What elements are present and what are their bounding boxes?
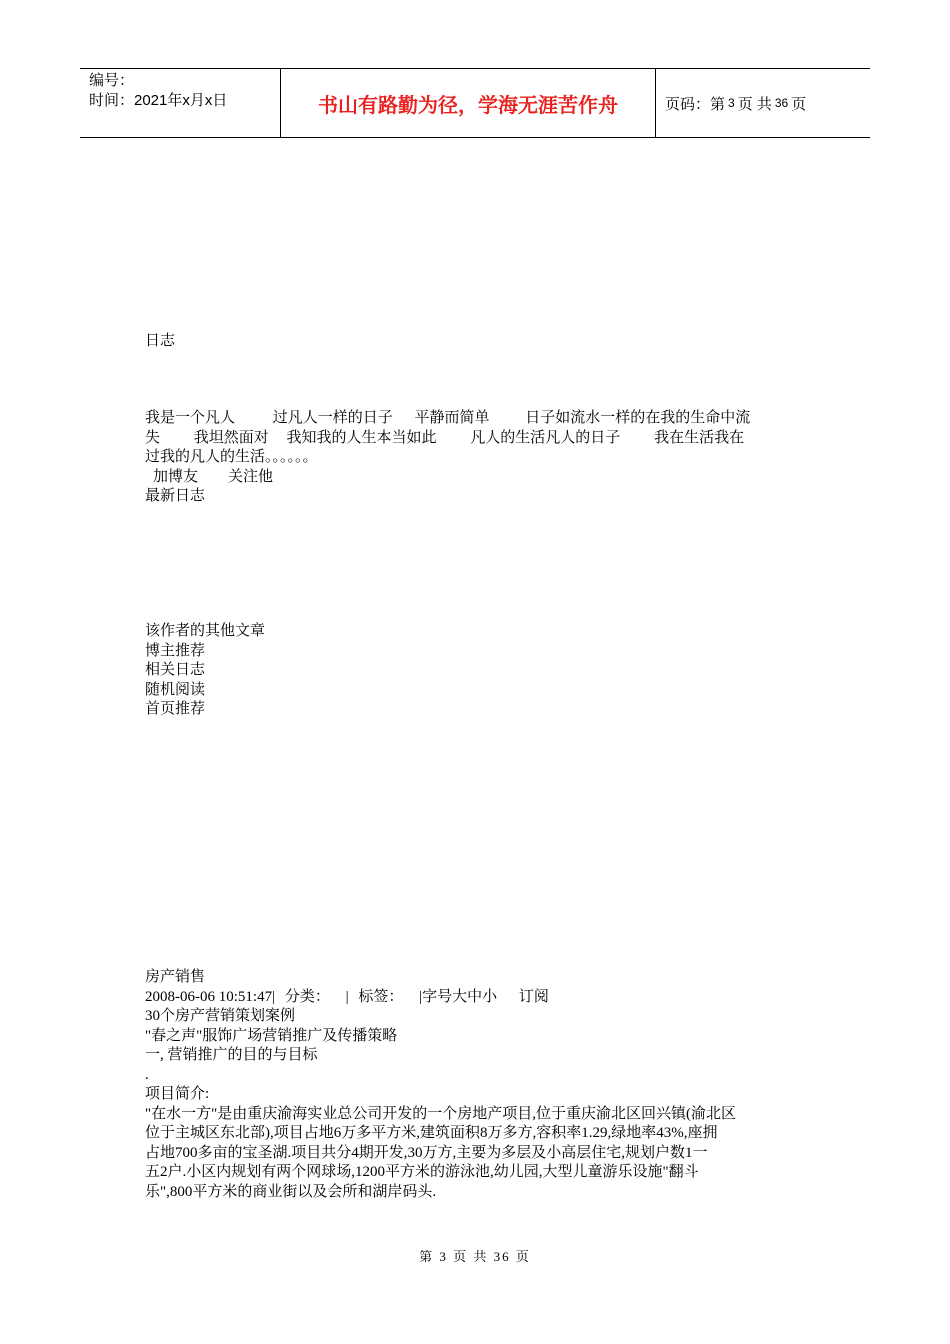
intro-line: 我是一个凡人 过凡人一样的日子 平静而简单 日子如流水一样的在我的生命中流 (145, 410, 751, 426)
page-mid: 页 共 (737, 95, 772, 113)
link-blogger-recommend[interactable]: 博主推荐 (145, 642, 206, 659)
article-line: 30个房产营销策划案例 (145, 1008, 296, 1024)
article-line: . (145, 1066, 149, 1083)
article-line: 项目简介: (145, 1086, 210, 1102)
page-suffix: 页 (791, 95, 807, 113)
blog-title-text: 日志 (145, 333, 176, 349)
blog-title (145, 332, 810, 352)
blog-links (145, 622, 810, 720)
category-label: 分类： (284, 988, 330, 1005)
subscribe-link[interactable]: 订阅 (518, 988, 549, 1005)
article (145, 968, 810, 1202)
article-line: "春之声"服饰广场营销推广及传播策略 (145, 1027, 398, 1044)
link-author-other[interactable]: 该作者的其他文章 (145, 623, 266, 639)
add-friend-link[interactable]: 加博友 (153, 468, 199, 485)
link-home-recommend[interactable]: 首页推荐 (145, 701, 206, 717)
latest-posts-heading: 最新日志 (145, 488, 206, 504)
article-paragraph: "在水一方"是由重庆渝海实业总公司开发的一个房地产项目,位于重庆渝北区回兴镇(渝北区 位于主城区东北部),项目占地6万多平方米,建筑面积8万多方,容积率1.29,绿地率43%,座拥 占地700多亩的宝圣湖.项目共分4期开发,30万方,主要为多层及小高层住宅,规划户数1一 五2户.小区内规划有两个网球场,1200平方米的游泳池,幼儿园,大型儿童游乐设施"翻斗 乐",800平方米的商业街以及会所和湖岸码头. (145, 1105, 736, 1200)
header-divider (655, 69, 656, 137)
link-random[interactable]: 随机阅读 (145, 681, 206, 698)
intro-line: 过我的凡人的生活。。。。。。 (145, 449, 318, 465)
header-page-number (665, 69, 806, 137)
header-motto: 书山有路勤为径，学海无涯苦作舟 (318, 92, 618, 117)
page-header (80, 68, 870, 138)
article-line: 一, 营销推广的目的与目标 (145, 1047, 318, 1063)
tags-label: 标签： (358, 988, 404, 1005)
blog-actions (145, 468, 810, 488)
page-footer: 第 3 页 共 36 页 (419, 1249, 531, 1264)
font-size-switch[interactable]: |字号大中小 (419, 988, 498, 1005)
header-meta (89, 71, 279, 111)
blog-intro (145, 409, 810, 507)
link-related[interactable]: 相关日志 (145, 662, 206, 678)
article-category: 房产销售 (145, 969, 206, 985)
article-meta: 2008-06-06 10:51:47| 分类： | 标签： |字号大中小 订阅 (145, 988, 549, 1005)
doc-number-label: 编号： (89, 72, 135, 89)
article-datetime: 2008-06-06 10:51:47| (145, 988, 276, 1005)
page-prefix: 页码：第 (665, 95, 726, 113)
page-total: 36 (774, 96, 789, 110)
intro-line: 失 我坦然面对 我知我的人生本当如此 凡人的生活凡人的日子 我在生活我在 (145, 429, 745, 446)
follow-link[interactable]: 关注他 (228, 468, 274, 485)
page-current: 3 (728, 96, 735, 110)
doc-time-label: 时间：2021年x月x日 (89, 92, 228, 109)
